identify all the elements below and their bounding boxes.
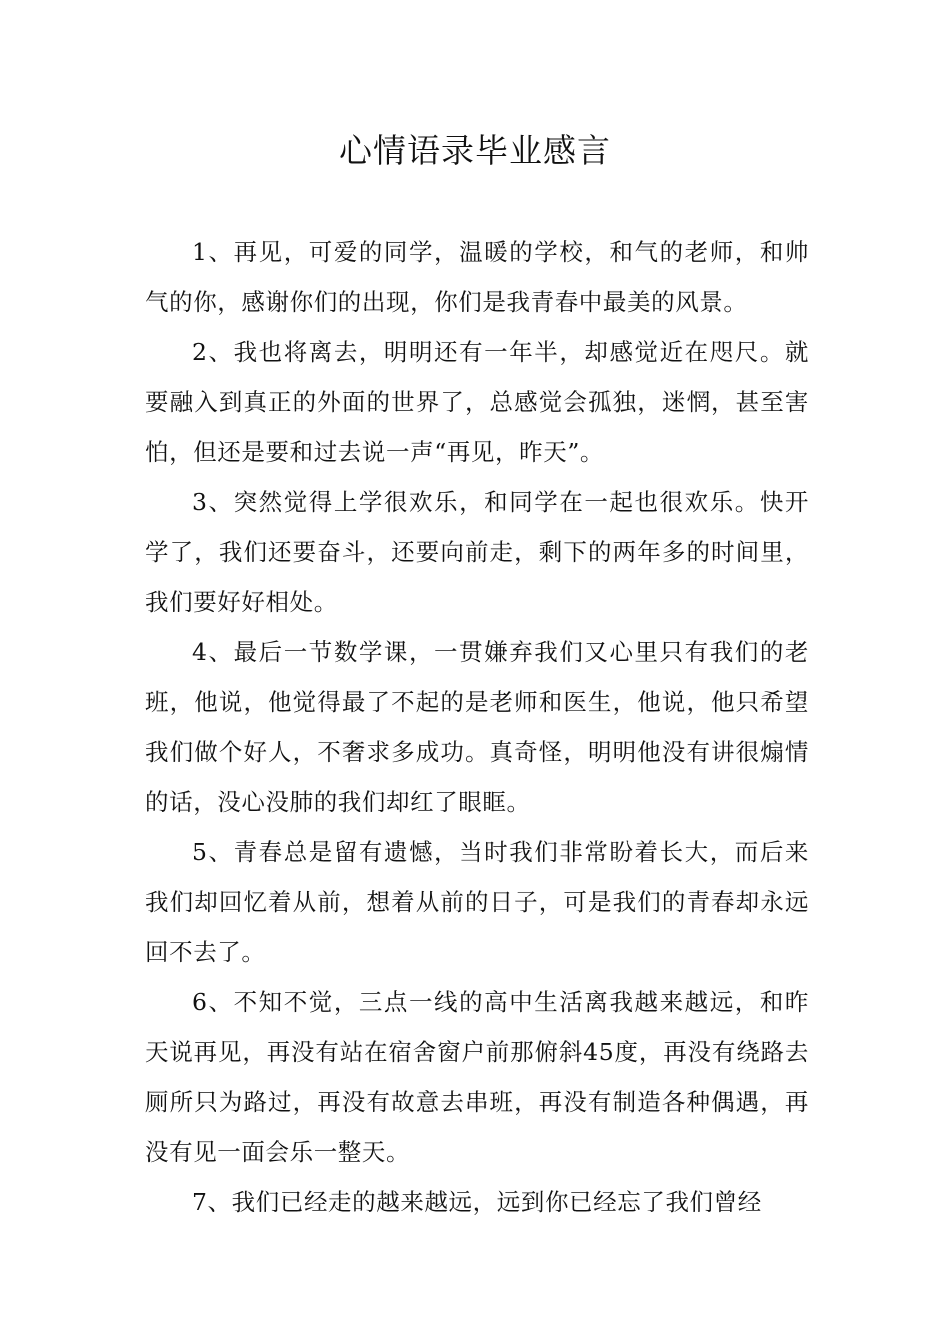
paragraph-4: 4、最后一节数学课，一贯嫌弃我们又心里只有我们的老班，他说，他觉得最了不起的是老师和医生，他说，他只希望我们做个好人，不奢求多成功。真奇怪，明明他没有讲很煽情的话，没心没肺的我们却红了眼眶。 [145,638,809,816]
page-title: 心情语录毕业感言 [339,131,611,170]
document-body [145,227,809,1227]
paragraph-5: 5、青春总是留有遗憾，当时我们非常盼着长大，而后来我们却回忆着从前，想着从前的日子，可是我们的青春却永远回不去了。 [145,838,809,966]
paragraph-6: 6、不知不觉，三点一线的高中生活离我越来越远，和昨天说再见，再没有站在宿舍窗户前那俯斜45度，再没有绕路去厕所只为路过，再没有故意去串班，再没有制造各种偶遇，再没有见一面会乐一整天。 [145,988,809,1166]
paragraph-1: 1、再见，可爱的同学，温暖的学校，和气的老师，和帅气的你，感谢你们的出现，你们是我青春中最美的风景。 [145,238,809,316]
paragraph-3: 3、突然觉得上学很欢乐，和同学在一起也很欢乐。快开学了，我们还要奋斗，还要向前走，剩下的两年多的时间里，我们要好好相处。 [145,488,809,616]
paragraph-2: 2、我也将离去，明明还有一年半，却感觉近在咫尺。就要融入到真正的外面的世界了，总感觉会孤独，迷惘，甚至害怕，但还是要和过去说一声“再见，昨天”。 [145,338,809,466]
paragraph-7: 7、我们已经走的越来越远，远到你已经忘了我们曾经 [192,1188,762,1216]
